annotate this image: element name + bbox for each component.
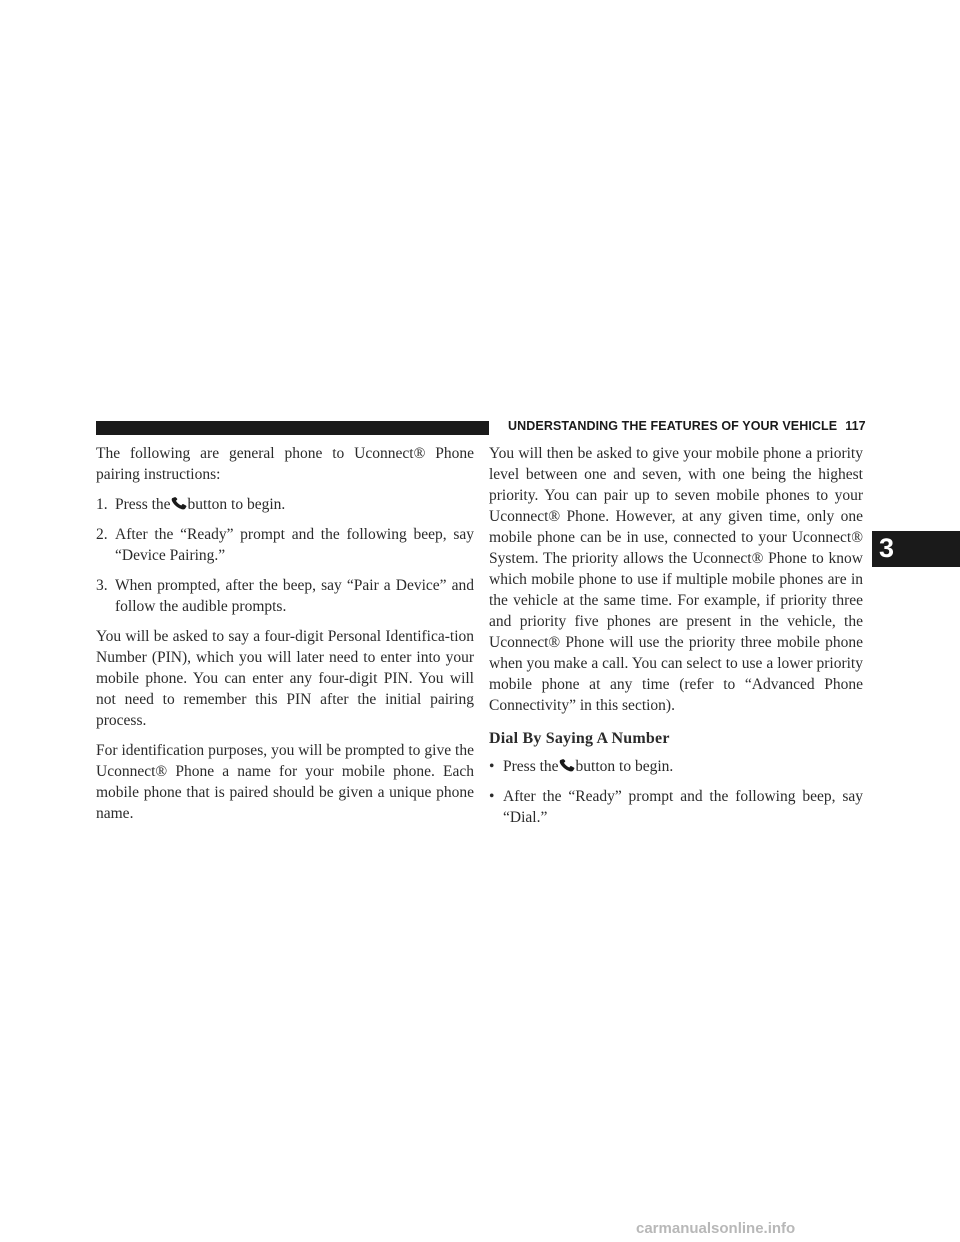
chapter-tab — [872, 531, 960, 567]
step-number: 1. — [96, 496, 108, 513]
bullet-marker: • — [489, 788, 495, 805]
watermark: carmanualsonline.info — [636, 1220, 796, 1237]
bullet-item-2 — [489, 786, 863, 828]
left-column — [96, 443, 474, 833]
pin-paragraph: You will be asked to say a four-digit Personal Identifica-tion Number (PIN), which you will later need to enter into your mobile phone. You can enter any four-digit PIN. You will not need to remember this PIN after the initial pairing process. — [96, 628, 474, 729]
step-number: 2. — [96, 526, 108, 543]
bullet-text: button to begin. — [575, 758, 674, 775]
bullet-item-1 — [489, 756, 863, 777]
step-text: When prompted, after the beep, say “Pair a Device” and follow the audible prompts. — [115, 577, 474, 615]
intro-paragraph: The following are general phone to Uconnect® Phone pairing instructions: — [96, 445, 474, 483]
right-column — [489, 443, 863, 837]
header-rule — [96, 421, 489, 435]
step-3 — [96, 575, 474, 617]
phone-icon — [171, 497, 188, 510]
bullet-text: After the “Ready” prompt and the following beep, say “Dial.” — [503, 788, 863, 826]
section-title: UNDERSTANDING THE FEATURES OF YOUR VEHICLE — [508, 419, 838, 433]
bullet-text: Press the — [503, 758, 559, 775]
bullet-marker: • — [489, 758, 495, 775]
phone-name-paragraph: For identification purposes, you will be prompted to give the Uconnect® Phone a name for your mobile phone. Each mobile phone that is paired should be given a unique phone name. — [96, 742, 474, 822]
page-number: 117 — [845, 419, 866, 433]
priority-paragraph: You will then be asked to give your mobile phone a priority level between one and seven, with one being the highest priority. You can pair up to seven mobile phones to your Uconnect® Phone. However, at any given time, only one mobile phone can be in use, connected to your Uconnect® System. The priority allows the Uconnect® Phone to know which mobile phone to use if multiple mobile phones are in the vehicle at the same time. For example, if priority three and priority five phones are present in the vehicle, the Uconnect® Phone will use the priority three mobile phone when you make a call. You can select to use a lower priority mobile phone at any time (refer to “Advanced Phone Connectivity” in this section). — [489, 445, 863, 714]
step-text: button to begin. — [187, 496, 286, 513]
step-number: 3. — [96, 577, 108, 594]
step-text: After the “Ready” prompt and the following beep, say “Device Pairing.” — [115, 526, 474, 564]
section-heading: Dial By Saying A Number — [489, 730, 670, 747]
step-1 — [96, 494, 474, 515]
running-header — [508, 419, 866, 433]
chapter-number: 3 — [879, 533, 895, 563]
step-2 — [96, 524, 474, 566]
phone-icon — [559, 759, 576, 772]
step-text: Press the — [115, 496, 171, 513]
